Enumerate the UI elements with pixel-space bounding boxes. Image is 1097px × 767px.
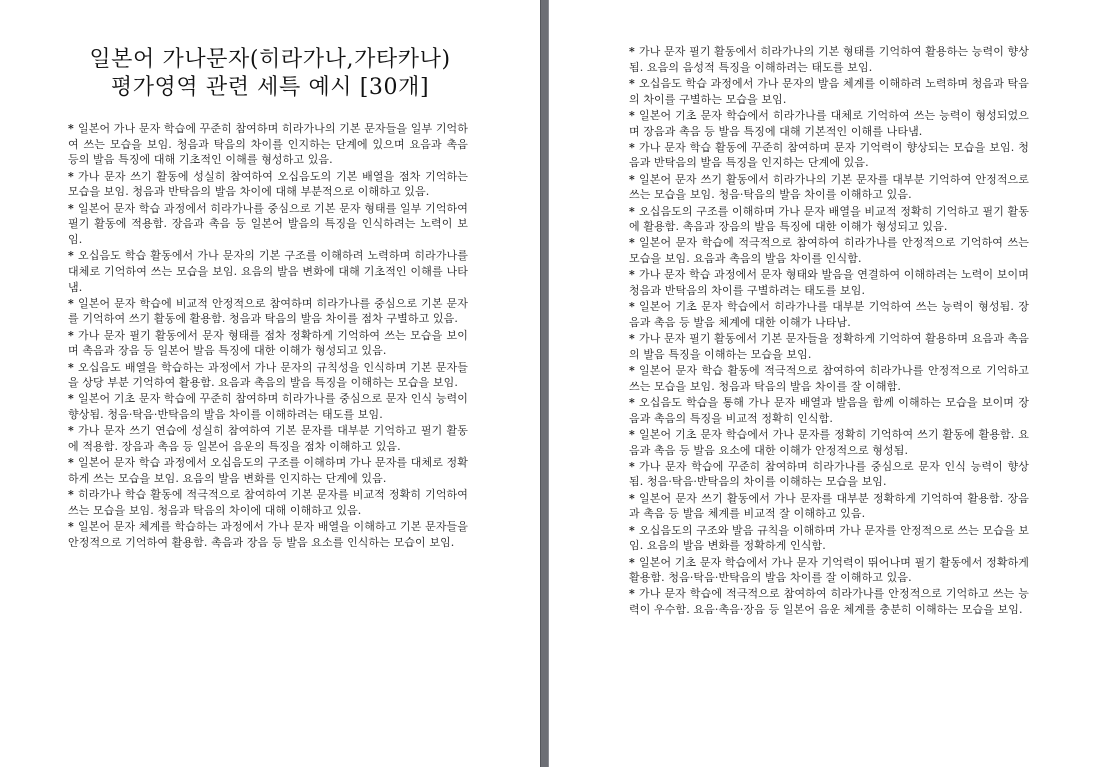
evaluation-item bbox=[629, 395, 1029, 426]
bullet-marker: * bbox=[629, 523, 635, 537]
left-item-list bbox=[68, 121, 468, 551]
evaluation-item bbox=[68, 360, 468, 391]
item-text: 일본어 가나 문자 학습에 꾸준히 참여하며 히라가나의 기본 문자들을 일부 기억하여 쓰는 모습을 보임. 청음과 탁음의 차이를 인지하는 단계에 있으며 요음과 촉음 등의 발음 특징에 대해 기초적인 이해를 형성하고 있음. bbox=[68, 122, 468, 167]
bullet-marker: * bbox=[68, 249, 74, 263]
document-title-line2: 평가영역 관련 세특 예시 [30개] bbox=[110, 75, 430, 100]
item-text: 가나 문자 필기 활동에서 기본 문자들을 정확하게 기억하여 활용하며 요음과 촉음의 발음 특징을 이해하는 모습을 보임. bbox=[629, 332, 1029, 361]
item-text: 가나 문자 쓰기 연습에 성실히 참여하여 기본 문자를 대부분 기억하고 필기 활동에 적용함. 장음과 촉음 등 일본어 음운의 특징을 점차 이해하고 있음. bbox=[68, 424, 468, 454]
evaluation-item bbox=[629, 586, 1029, 617]
evaluation-item bbox=[629, 140, 1029, 171]
evaluation-item bbox=[629, 427, 1029, 458]
evaluation-item bbox=[629, 108, 1029, 139]
item-text: 일본어 기초 문자 학습에서 히라가나를 대체로 기억하여 쓰는 능력이 형성되었으며 장음과 촉음 등 발음 특징에 대해 기본적인 이해를 나타냄. bbox=[629, 108, 1029, 138]
bullet-marker: * bbox=[629, 459, 635, 473]
item-text: 가나 문자 학습 활동에 꾸준히 참여하며 문자 기억력이 향상되는 모습을 보임. 청음과 반탁음의 발음 특징을 인지하는 단계에 있음. bbox=[629, 140, 1029, 170]
bullet-marker: * bbox=[68, 201, 74, 215]
right-item-list bbox=[629, 44, 1029, 618]
item-text: 일본어 문자 학습에 비교적 안정적으로 참여하며 히라가나를 중심으로 기본 문자를 기억하여 쓰기 활동에 활용함. 청음과 탁음의 발음 차이를 점차 구별하고 있음. bbox=[68, 296, 468, 326]
bullet-marker: * bbox=[68, 456, 74, 470]
evaluation-item bbox=[629, 555, 1029, 586]
evaluation-item bbox=[68, 455, 468, 486]
bullet-marker: * bbox=[629, 45, 635, 58]
item-text: 가나 문자 학습 과정에서 문자 형태와 발음을 연결하여 이해하려는 노력이 보이며 청음과 반탁음의 차이를 구별하려는 태도를 보임. bbox=[629, 268, 1029, 298]
evaluation-item bbox=[68, 248, 468, 295]
bullet-marker: * bbox=[629, 108, 635, 122]
item-text: 일본어 문자 학습 과정에서 오십음도의 구조를 이해하며 가나 문자를 대체로 정확하게 쓰는 모습을 보임. 요음의 발음 변화를 인지하는 단계에 있음. bbox=[68, 456, 468, 485]
evaluation-item bbox=[629, 267, 1029, 298]
bullet-marker: * bbox=[68, 122, 74, 135]
evaluation-item bbox=[629, 331, 1029, 362]
item-text: 가나 문자 쓰기 활동에 성실히 참여하여 오십음도의 기본 배열을 점차 기억하는 모습을 보임. 청음과 반탁음의 발음 차이에 대해 부분적으로 이해하고 있음. bbox=[68, 169, 468, 199]
bullet-marker: * bbox=[68, 520, 74, 534]
evaluation-item bbox=[629, 523, 1029, 554]
item-text: 가나 문자 필기 활동에서 히라가나의 기본 형태를 기억하여 활용하는 능력이 향상됨. 요음의 음성적 특징을 이해하려는 태도를 보임. bbox=[629, 45, 1029, 74]
item-text: 일본어 문자 학습 과정에서 히라가나를 중심으로 기본 문자 형태를 일부 기억하여 필기 활동에 적용함. 장음과 촉음 등 일본어 발음의 특징을 인식하려는 노력이 보임. bbox=[68, 201, 468, 246]
item-text: 가나 문자 필기 활동에서 문자 형태를 점차 정확하게 기억하여 쓰는 모습을 보이며 촉음과 장음 등 일본어 발음 특징에 대한 이해가 형성되고 있음. bbox=[68, 328, 468, 358]
evaluation-item bbox=[629, 363, 1029, 394]
item-text: 오십음도 학습 과정에서 가나 문자의 발음 체계를 이해하려 노력하며 청음과 탁음의 차이를 구별하는 모습을 보임. bbox=[629, 76, 1029, 106]
bullet-marker: * bbox=[629, 76, 635, 90]
evaluation-item bbox=[68, 328, 468, 359]
evaluation-item bbox=[629, 459, 1029, 490]
bullet-marker: * bbox=[629, 268, 635, 282]
evaluation-item bbox=[68, 519, 468, 550]
item-text: 일본어 기초 문자 학습에서 가나 문자를 정확히 기억하여 쓰기 활동에 활용함. 요음과 촉음 등 발음 요소에 대한 이해가 안정적으로 형성됨. bbox=[629, 427, 1029, 457]
item-text: 오십음도 학습을 통해 가나 문자 배열과 발음을 함께 이해하는 모습을 보이며 장음과 촉음의 특징을 비교적 정확히 인식함. bbox=[629, 395, 1029, 425]
bullet-marker: * bbox=[68, 296, 74, 310]
item-text: 일본어 기초 문자 학습에서 가나 문자 기억력이 뛰어나며 필기 활동에서 정확하게 활용함. 청음·탁음·반탁음의 발음 차이를 잘 이해하고 있음. bbox=[629, 555, 1029, 585]
evaluation-item bbox=[629, 172, 1029, 203]
item-text: 오십음도의 구조를 이해하며 가나 문자 배열을 비교적 정확히 기억하고 필기 활동에 활용함. 촉음과 장음의 발음 특징에 대한 이해가 형성되고 있음. bbox=[629, 204, 1029, 234]
evaluation-item bbox=[629, 204, 1029, 235]
bullet-marker: * bbox=[629, 332, 635, 346]
bullet-marker: * bbox=[629, 587, 635, 601]
bullet-marker: * bbox=[68, 360, 74, 374]
bullet-marker: * bbox=[629, 140, 635, 154]
bullet-marker: * bbox=[629, 427, 635, 441]
bullet-marker: * bbox=[629, 555, 635, 569]
evaluation-item bbox=[629, 491, 1029, 522]
item-text: 일본어 기초 문자 학습에 꾸준히 참여하며 히라가나를 중심으로 문자 인식 능력이 향상됨. 청음·탁음·반탁음의 발음 차이를 이해하려는 태도를 보임. bbox=[68, 392, 468, 422]
item-text: 일본어 문자 체계를 학습하는 과정에서 가나 문자 배열을 이해하고 기본 문자들을 안정적으로 기억하여 활용함. 촉음과 장음 등 발음 요소를 인식하는 모습이 보임. bbox=[68, 520, 468, 549]
evaluation-item bbox=[68, 121, 468, 168]
evaluation-item bbox=[68, 296, 468, 327]
bullet-marker: * bbox=[68, 169, 74, 183]
item-text: 오십음도 학습 활동에서 가나 문자의 기본 구조를 이해하려 노력하며 히라가나를 대체로 기억하여 쓰는 모습을 보임. 요음의 발음 변화에 대해 기초적인 이해를 나타냄. bbox=[68, 249, 468, 294]
evaluation-item bbox=[68, 169, 468, 200]
bullet-marker: * bbox=[68, 424, 74, 438]
item-text: 일본어 문자 쓰기 활동에서 가나 문자를 대부분 정확하게 기억하여 활용함. 장음과 촉음 등 발음 체계를 비교적 잘 이해하고 있음. bbox=[629, 491, 1029, 521]
document-title-line1: 일본어 가나문자(히라가나,가타카나) bbox=[89, 47, 451, 72]
item-text: 오십음도 배열을 학습하는 과정에서 가나 문자의 규칙성을 인식하며 기본 문자들을 상당 부분 기억하여 활용함. 요음과 촉음의 발음 특징을 이해하는 모습을 보임. bbox=[68, 360, 468, 390]
evaluation-item bbox=[629, 44, 1029, 75]
evaluation-item bbox=[68, 487, 468, 518]
item-text: 가나 문자 학습에 꾸준히 참여하며 히라가나를 중심으로 문자 인식 능력이 향상됨. 청음·탁음·반탁음의 차이를 이해하는 모습을 보임. bbox=[629, 459, 1029, 489]
item-text: 일본어 문자 쓰기 활동에서 히라가나의 기본 문자를 대부분 기억하여 안정적으로 쓰는 모습을 보임. 청음·탁음의 발음 차이를 이해하고 있음. bbox=[629, 172, 1029, 202]
page-divider bbox=[540, 0, 549, 767]
bullet-marker: * bbox=[629, 364, 635, 378]
bullet-marker: * bbox=[629, 300, 635, 314]
item-text: 히라가나 학습 활동에 적극적으로 참여하여 기본 문자를 비교적 정확히 기억하여 쓰는 모습을 보임. 청음과 탁음의 차이에 대해 이해하고 있음. bbox=[68, 488, 468, 517]
evaluation-item bbox=[629, 235, 1029, 266]
evaluation-item bbox=[629, 76, 1029, 107]
page-right bbox=[549, 0, 1097, 767]
item-text: 오십음도의 구조와 발음 규칙을 이해하며 가나 문자를 안정적으로 쓰는 모습을 보임. 요음의 발음 변화를 정확하게 인식함. bbox=[629, 523, 1029, 553]
bullet-marker: * bbox=[629, 395, 635, 409]
evaluation-item bbox=[68, 201, 468, 248]
evaluation-item bbox=[68, 391, 468, 422]
evaluation-item bbox=[68, 423, 468, 454]
item-text: 일본어 문자 학습에 적극적으로 참여하여 히라가나를 안정적으로 기억하여 쓰는 모습을 보임. 요음과 촉음의 발음 차이를 인식함. bbox=[629, 236, 1029, 266]
bullet-marker: * bbox=[629, 491, 635, 505]
item-text: 일본어 문자 학습 활동에 적극적으로 참여하여 히라가나를 안정적으로 기억하고 쓰는 모습을 보임. 청음과 탁음의 발음 차이를 잘 이해함. bbox=[629, 364, 1029, 393]
bullet-marker: * bbox=[68, 488, 74, 502]
bullet-marker: * bbox=[629, 172, 635, 186]
bullet-marker: * bbox=[68, 328, 74, 342]
bullet-marker: * bbox=[629, 236, 635, 250]
evaluation-item bbox=[629, 299, 1029, 330]
bullet-marker: * bbox=[629, 204, 635, 218]
item-text: 일본어 기초 문자 학습에서 히라가나를 대부분 기억하여 쓰는 능력이 형성됨. 장음과 촉음 등 발음 체계에 대한 이해가 나타남. bbox=[629, 300, 1029, 329]
item-text: 가나 문자 학습에 적극적으로 참여하여 히라가나를 안정적으로 기억하고 쓰는 능력이 우수함. 요음·촉음·장음 등 일본어 음운 체계를 충분히 이해하는 모습을 보임. bbox=[629, 587, 1029, 617]
bullet-marker: * bbox=[68, 392, 74, 406]
page-left bbox=[0, 0, 540, 767]
